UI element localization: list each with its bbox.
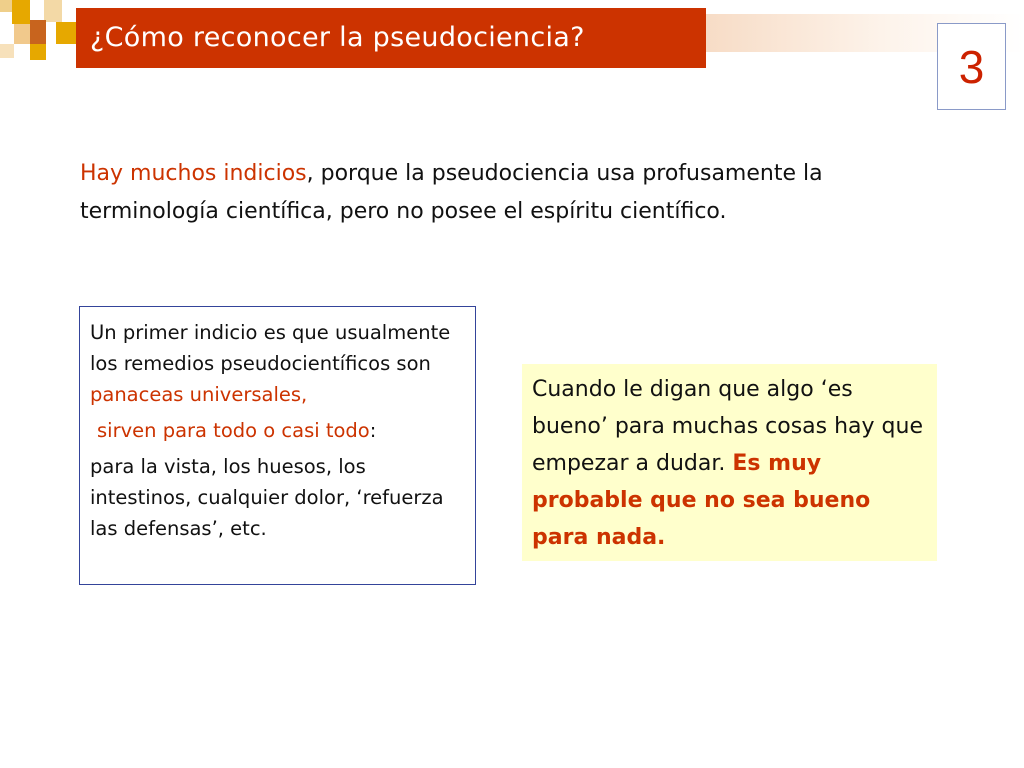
right-note-highlight: Es muy probable que no sea bueno para nada. [532,451,871,550]
decorative-square [0,0,12,12]
left-p2-highlight: sirven para todo o casi todo [97,419,370,442]
intro-text: , porque la pseudociencia usa profusamente la terminología científica, pero no posee el espíritu científico. [80,161,823,224]
decorative-square [0,44,14,58]
left-paragraph-1 [90,317,467,410]
decorative-square [30,20,46,44]
left-p1-highlight: panaceas universales, [90,383,308,406]
decorative-square [56,22,76,44]
intro-paragraph [80,155,960,231]
left-text-box [79,306,476,585]
left-paragraph-3: para la vista, los huesos, los intestinos, cualquier dolor, ‘refuerza las defensas’, etc. [90,455,444,540]
decorative-square [30,44,46,60]
slide-number: 3 [937,23,1006,110]
intro-highlight: Hay muchos indicios [80,161,307,186]
left-paragraph-2 [90,415,467,446]
decorative-square [14,24,30,44]
left-p1-text: Un primer indicio es que usualmente los remedios pseudocientíficos son [90,321,451,375]
decorative-square [44,0,62,22]
right-note-text: Cuando le digan que algo ‘es bueno’ para muchas cosas hay que empezar a dudar. [532,377,923,476]
page-title: ¿Cómo reconocer la pseudociencia? [76,8,706,68]
decorative-square [12,0,30,24]
right-note-box [522,364,937,561]
left-p2-suffix: : [369,419,377,442]
